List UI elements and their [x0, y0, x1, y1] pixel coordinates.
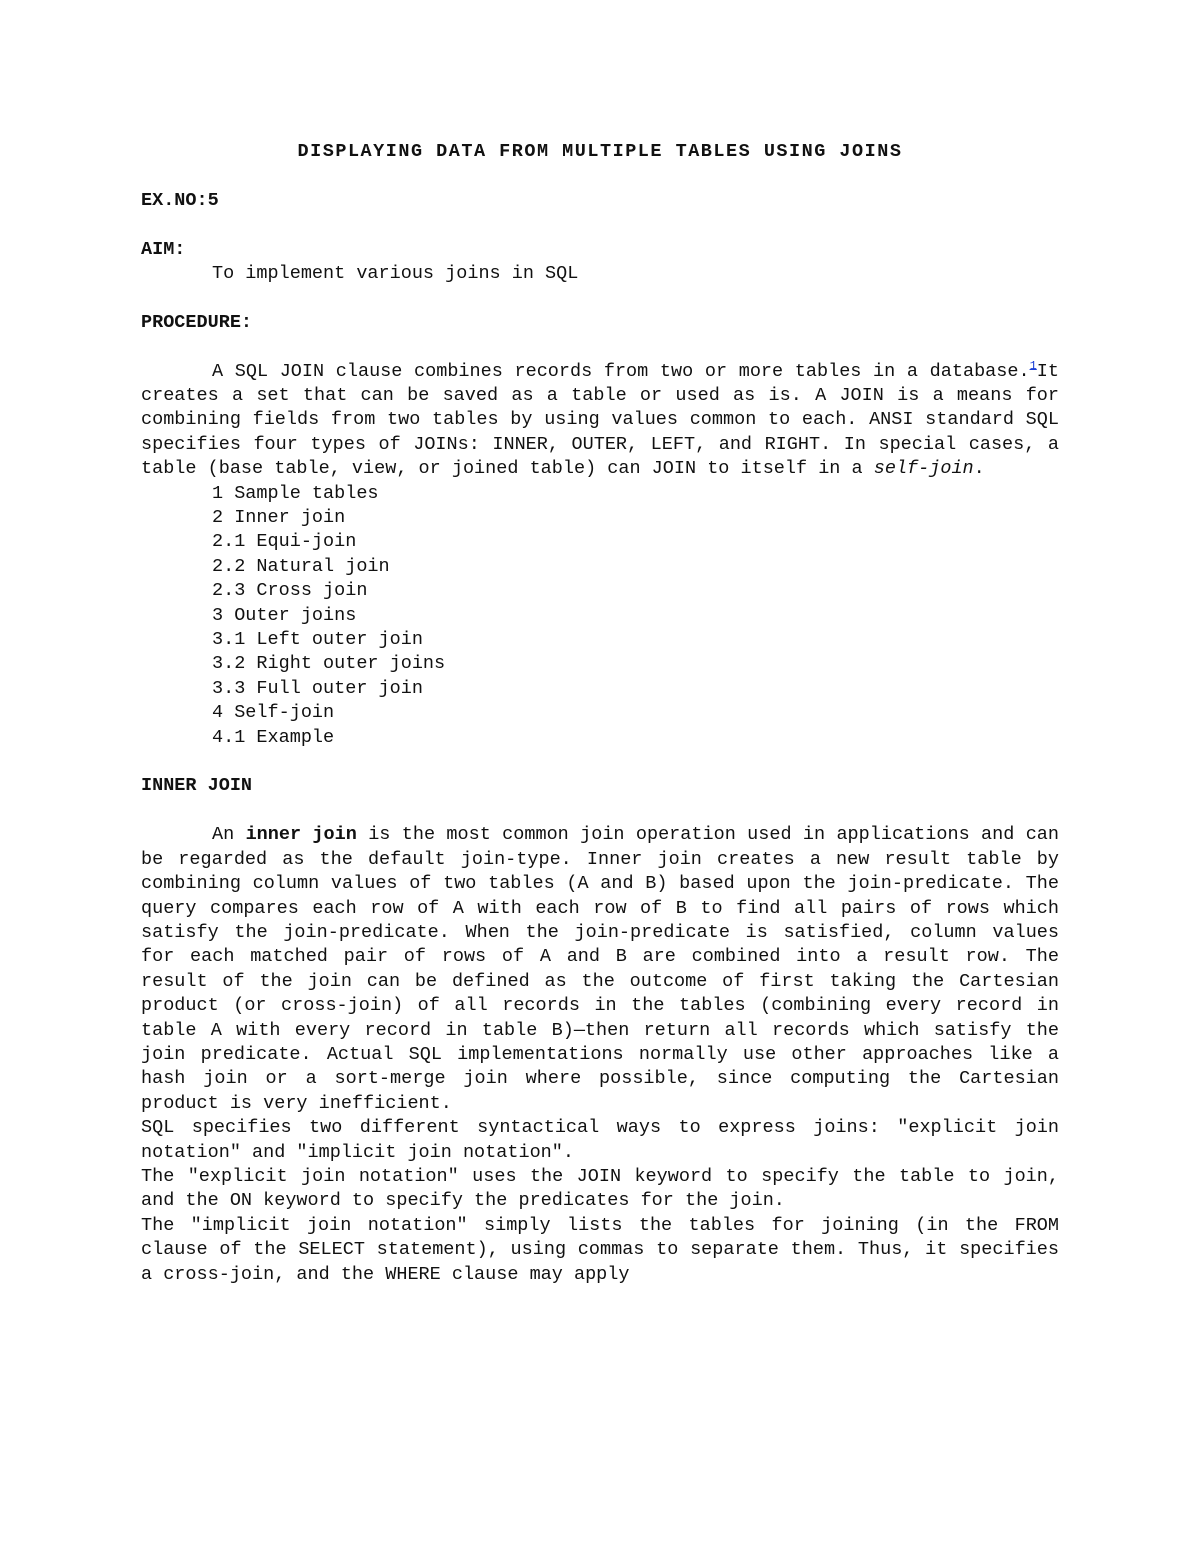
implicit-notation-paragraph: The "implicit join notation" simply lists the tables for joining (in the FROM clause of the SELECT statement), using commas to separate them. Thus, it specifies a cross-join, and the WHERE clause may apply — [141, 1214, 1059, 1285]
spacer — [141, 799, 1059, 823]
exercise-number: EX.NO:5 — [141, 189, 219, 211]
document-title: DISPLAYING DATA FROM MULTIPLE TABLES USING JOINS — [297, 141, 903, 162]
list-item: 3.1 Left outer join — [212, 629, 423, 651]
list-item: 4 Self-join — [212, 702, 335, 724]
inner-text-a: An — [212, 824, 246, 846]
list-item: 2.3 Cross join — [212, 580, 368, 602]
spacer — [141, 335, 1059, 359]
procedure-text-b: It creates a set that can be saved as a table or used as is. A JOIN is a means for combining fields from two tables by using values common to each. ANSI standard SQL specifies four types of JOINs: INNER, OUTER, LEFT, and RIGHT. In special cases, a table (base table, view, or joined table) can JOIN to itself in a — [141, 360, 1059, 480]
inner-join-paragraph — [141, 823, 1059, 1116]
spacer — [141, 750, 1059, 774]
list-item: 3.2 Right outer joins — [212, 653, 446, 675]
spacer — [141, 286, 1059, 310]
footnote-link[interactable]: 1 — [1029, 358, 1037, 373]
document-page — [141, 140, 1059, 1287]
list-item: 2.2 Natural join — [212, 555, 390, 577]
inner-join-term: inner join — [245, 824, 357, 846]
contents-list — [141, 482, 1059, 750]
list-item: 2.1 Equi-join — [212, 531, 357, 553]
list-item: 4.1 Example — [212, 726, 335, 748]
aim-heading: AIM: — [141, 238, 186, 260]
aim-text: To implement various joins in SQL — [212, 263, 579, 284]
list-item: 3 Outer joins — [212, 604, 357, 626]
explicit-notation-paragraph: The "explicit join notation" uses the JOIN keyword to specify the table to join, and the ON keyword to specify the predicates for the join. — [141, 1165, 1059, 1212]
procedure-text-a: A SQL JOIN clause combines records from two or more tables in a database. — [212, 360, 1030, 382]
procedure-text-end: . — [973, 458, 985, 480]
procedure-paragraph — [141, 360, 1059, 482]
procedure-heading: PROCEDURE: — [141, 311, 253, 333]
inner-join-heading: INNER JOIN — [141, 775, 253, 797]
spacer — [141, 164, 1059, 188]
list-item: 3.3 Full outer join — [212, 677, 423, 699]
spacer — [141, 213, 1059, 237]
list-item: 1 Sample tables — [212, 482, 379, 504]
list-item: 2 Inner join — [212, 507, 346, 529]
syntax-paragraph: SQL specifies two different syntactical ways to express joins: "explicit join notation" and "implicit join notation". — [141, 1117, 1059, 1163]
inner-text-b: is the most common join operation used in applications and can be regarded as the default join-type. Inner join creates a new result table by combining column values of two tables (A and B) based upon the join-predicate. The query compares each row of A with each row of B to find all pairs of rows which satisfy the join-predicate. When the join-predicate is satisfied, column values for each matched pair of rows of A and B are combined into a result row. The result of the join can be defined as the outcome of first taking the Cartesian product (or cross-join) of all records in the tables (combining every record in table A with every record in table B)—then return all records which satisfy the join predicate. Actual SQL implementations normally use other approaches like a hash join or a sort-merge join where possible, since computing the Cartesian product is very inefficient. — [141, 824, 1059, 1114]
self-join-term: self-join — [873, 458, 974, 480]
